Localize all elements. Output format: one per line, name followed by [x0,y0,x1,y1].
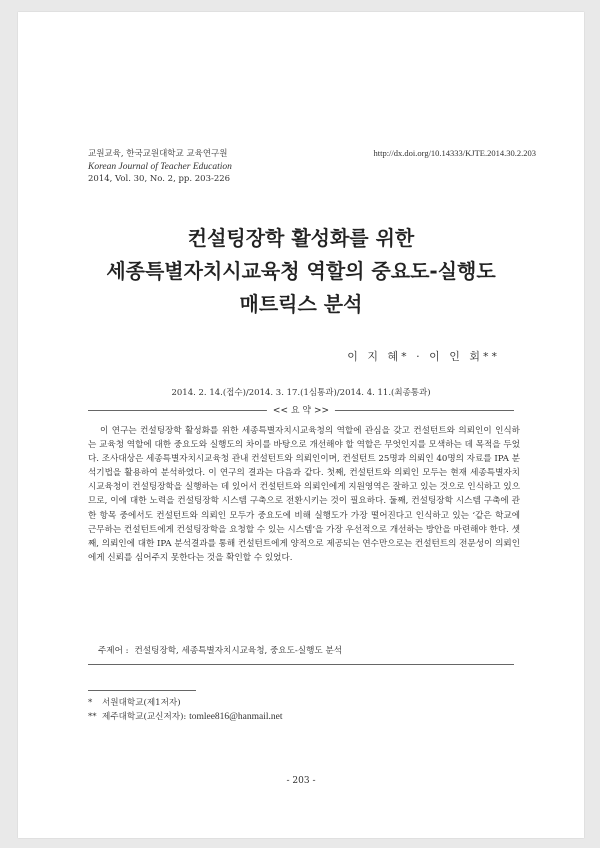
abstract-header [88,404,514,418]
keywords-label: 주제어 : [98,646,129,656]
keywords-text: 컨설팅장학, 세종특별자치시교육청, 중요도-실행도 분석 [134,646,343,656]
footnote-text: 제주대학교(교신저자): [102,712,190,722]
abstract-heading: << 요 약 >> [267,403,335,416]
author-email[interactable]: tomlee816@hanmail.net [189,712,283,722]
journal-name-english: Korean Journal of Teacher Education [88,161,232,172]
footnote-text: 서원대학교(제1저자) [102,698,181,708]
submission-dates: 2014. 2. 14.(접수)/2014. 3. 17.(1심통과)/2014. 4. 11.(최종통과) [171,388,431,398]
paper-title [18,222,584,321]
title-line: 컨설팅장학 활성화를 위한 [187,226,415,250]
page-number: - 203 - [286,776,316,786]
journal-info [88,148,232,186]
paper-page [18,12,584,838]
title-line: 매트릭스 분석 [239,292,363,316]
journal-name-korean: 교원교육, 한국교원대학교 교육연구원 [88,149,228,159]
footnote-mark: ** [88,712,97,722]
keywords [98,644,342,656]
volume-info: 2014, Vol. 30, No. 2, pp. 203-226 [88,174,231,184]
footnote-first-author [88,696,181,708]
authors: 이 지 혜* · 이 인 회** [347,350,500,363]
abstract-bottom-rule [88,664,514,665]
abstract-body: 이 연구는 컨설팅장학 활성화를 위한 세종특별자치시교육청의 역할에 관심을 갖고 컨설턴트와 의뢰인이 인식하는 교육청 역할에 대한 중요도와 실행도의 차이를 바탕으로 개선해야 할 역할은 무엇인지를 모색하는 데 목적을 두었다. 조사대상은 세종특별자치시교육청 관내 컨설턴트와 의뢰인이며, 컨설턴트 25명과 의뢰인 40명의 자료를 IPA 분석기법을 활용하여 분석하였다. 이 연구의 결과는 다음과 같다. 첫째, 컨설턴트와 의뢰인 모두는 현재 세종특별자치시교육청이 컨설팅장학을 실행하는 데 있어서 컨설턴트와 의뢰인에게 지원영역은 잘하고 있는 것으로 인식하고 있으므로, 이에 대한 노력을 컨설팅장학 시스템 구축으로 전환시키는 것이 필요하다. 둘째, 컨설팅장학 시스템 구축에 관한 항목 중에서도 컨설턴트와 의뢰인 모두가 중요도에 비해 실행도가 가장 떨어진다고 인식하고 있는 ‘같은 학교에 근무하는 컨설턴트에게 컨설팅장학을 요청할 수 있는 시스템’을 가장 우선적으로 개선하는 방안을 마련해야 한다. 셋째, 의뢰인에 대한 IPA 분석결과를 통해 컨설턴트에게 양적으로 제공되는 연수만으로는 컨설턴트의 전문성이 의뢰인에게 신뢰를 심어주지 못한다는 것을 확인할 수 있었다. [88,426,520,563]
footnote-rule [88,690,196,691]
footnote-mark: * [88,698,93,708]
doi-link[interactable]: http://dx.doi.org/10.14333/KJTE.2014.30.2.203 [373,148,536,158]
footnote-corresponding-author [88,710,283,722]
title-line: 세종특별자치시교육청 역할의 중요도-실행도 [106,259,496,283]
